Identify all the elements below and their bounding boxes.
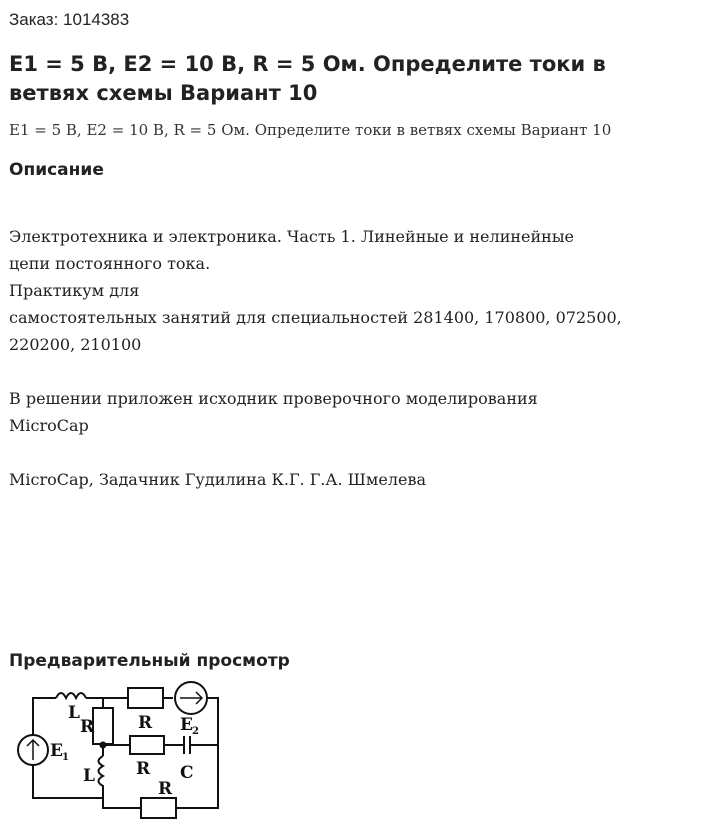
label-e1: E [50,741,63,761]
preview-heading: Предварительный просмотр [9,651,290,671]
label-e2-sub: 2 [192,726,199,737]
page-title: E1 = 5 В, E2 = 10 В, R = 5 Ом. Определите токи в ветвях схемы Вариант 10 [9,52,606,105]
description-line: MicroCap [9,416,89,435]
description-line: Электротехника и электроника. Часть 1. Линейные и нелинейные [9,227,575,246]
label-r-vertical: R [80,717,95,737]
description-line: Практикум для [9,281,140,300]
description-line: В решении приложен исходник проверочного моделирования [9,389,538,408]
order-number: Заказ: 1014383 [9,10,130,29]
description-line: 220200, 210100 [9,335,142,354]
description-line: цепи постоянного тока. [9,254,211,273]
inductor-top [56,693,86,698]
label-l-bottom: L [83,766,95,786]
description-heading: Описание [9,160,104,180]
description-line: MicroCap, Задачник Гудилина К.Г. Г.А. Шмелева [9,470,427,489]
label-l-top: L [68,703,80,723]
page-subtitle: E1 = 5 В, E2 = 10 В, R = 5 Ом. Определите токи в ветвях схемы Вариант 10 [9,121,612,139]
label-e1-sub: 1 [62,752,69,763]
description-body [9,223,699,493]
label-r-top: R [138,713,153,733]
resistor-bottom [141,798,176,818]
resistor-top [128,688,163,708]
resistor-mid [130,736,164,754]
label-c: C [180,763,194,783]
label-r-bottom: R [158,779,173,799]
wire [103,790,141,808]
label-r-mid: R [136,759,151,779]
inductor-bottom [99,756,104,790]
circuit-diagram-image [8,678,233,823]
resistor-vertical [93,708,113,744]
label-e2: E [180,715,193,735]
wire [33,698,56,733]
description-line: самостоятельных занятий для специальностей 281400, 170800, 072500, [9,308,622,327]
